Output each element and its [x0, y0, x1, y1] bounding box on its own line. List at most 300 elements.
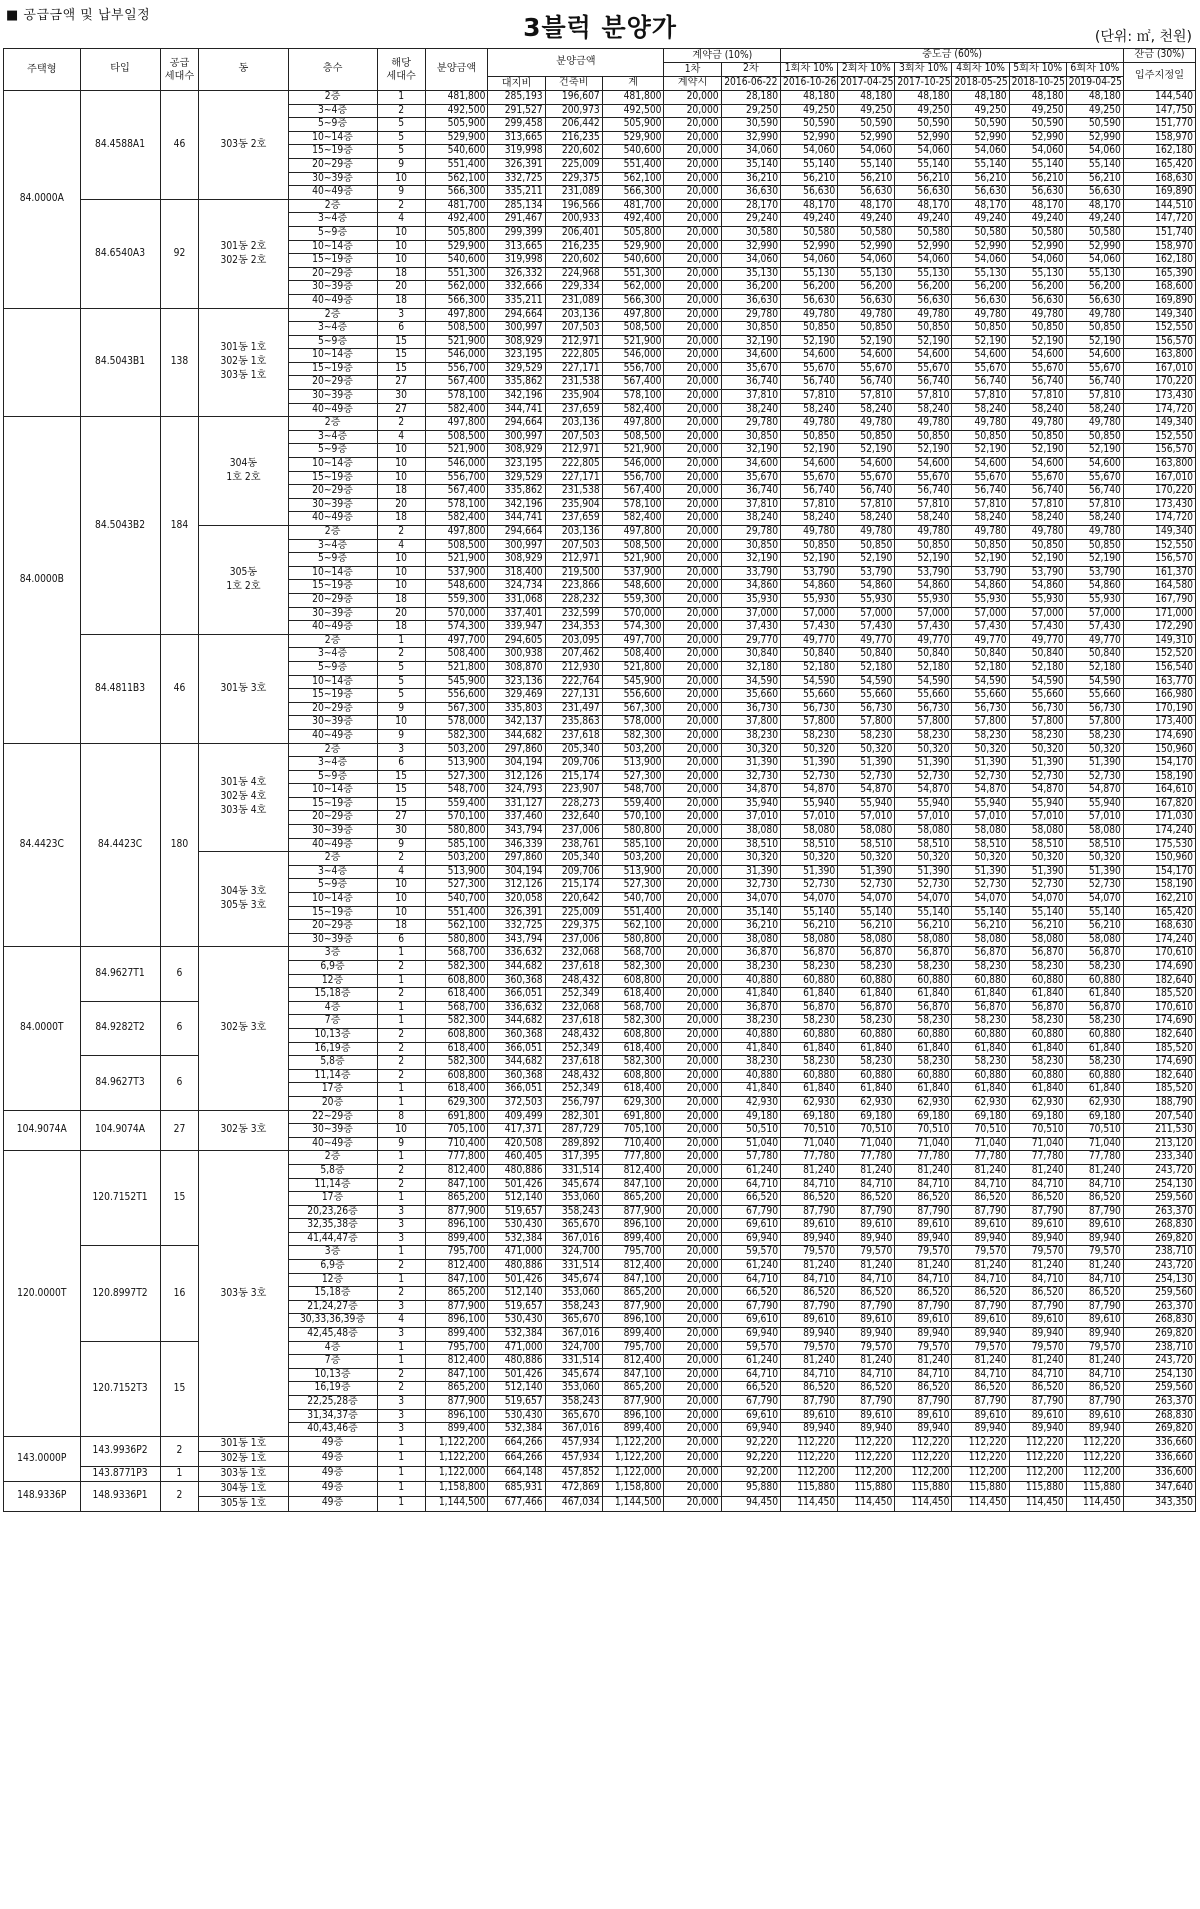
- land-cell: 319,998: [488, 145, 545, 159]
- i1-cell: 60,880: [781, 1069, 838, 1083]
- i5-cell: 58,240: [1009, 403, 1066, 417]
- i6-cell: 112,220: [1066, 1436, 1123, 1451]
- dep1-cell: 20,000: [664, 240, 721, 254]
- i2-cell: 61,840: [838, 1083, 895, 1097]
- i3-cell: 57,800: [895, 716, 952, 730]
- i5-cell: 55,140: [1009, 906, 1066, 920]
- i5-cell: 114,450: [1009, 1496, 1066, 1511]
- floor-cell: 20,23,26층: [288, 1205, 377, 1219]
- i6-cell: 52,730: [1066, 879, 1123, 893]
- i3-cell: 58,080: [895, 825, 952, 839]
- balance-cell: 156,570: [1123, 444, 1195, 458]
- land-cell: 360,368: [488, 1069, 545, 1083]
- price-cell: 865,200: [425, 1192, 488, 1206]
- balance-cell: 213,120: [1123, 1137, 1195, 1151]
- units-cell: 3: [377, 743, 425, 757]
- table-row: [4, 1466, 1196, 1481]
- price-cell: 618,400: [425, 988, 488, 1002]
- floor-cell: 40~49층: [288, 1137, 377, 1151]
- balance-cell: 259,560: [1123, 1192, 1195, 1206]
- i1-cell: 55,940: [781, 797, 838, 811]
- dep2-cell: 34,600: [721, 349, 780, 363]
- dep1-cell: 20,000: [664, 1368, 721, 1382]
- i4-cell: 52,990: [952, 131, 1009, 145]
- dep2-cell: 37,000: [721, 607, 780, 621]
- i2-cell: 56,730: [838, 702, 895, 716]
- dep1-cell: 20,000: [664, 526, 721, 540]
- table-row: [4, 634, 1196, 648]
- balance-cell: 263,370: [1123, 1300, 1195, 1314]
- floor-cell: 40~49층: [288, 729, 377, 743]
- building-cell: 220,602: [545, 145, 602, 159]
- dep2-cell: 34,060: [721, 145, 780, 159]
- house-type-cell: [4, 308, 81, 417]
- dep1-cell: 20,000: [664, 1137, 721, 1151]
- i6-cell: 58,510: [1066, 838, 1123, 852]
- building-cell: 472,869: [545, 1481, 602, 1496]
- price-cell: 585,100: [425, 838, 488, 852]
- dep2-cell: 38,080: [721, 825, 780, 839]
- price-cell: 562,100: [425, 172, 488, 186]
- i3-cell: 49,780: [895, 526, 952, 540]
- i6-cell: 84,710: [1066, 1178, 1123, 1192]
- i4-cell: 58,240: [952, 512, 1009, 526]
- i5-cell: 52,730: [1009, 879, 1066, 893]
- price-cell: 629,300: [425, 1096, 488, 1110]
- i5-cell: 55,130: [1009, 267, 1066, 281]
- land-cell: 519,657: [488, 1205, 545, 1219]
- price-cell: 540,700: [425, 893, 488, 907]
- building-cell: 231,089: [545, 294, 602, 308]
- i3-cell: 52,990: [895, 131, 952, 145]
- i4-cell: 81,240: [952, 1164, 1009, 1178]
- i5-cell: 84,710: [1009, 1178, 1066, 1192]
- i4-cell: 87,790: [952, 1396, 1009, 1410]
- i1-cell: 58,230: [781, 1056, 838, 1070]
- i2-cell: 84,710: [838, 1178, 895, 1192]
- building-cell: 209,706: [545, 865, 602, 879]
- building-cell: 206,442: [545, 118, 602, 132]
- land-cell: 480,886: [488, 1260, 545, 1274]
- dep1-cell: 20,000: [664, 879, 721, 893]
- total-cell: 556,600: [602, 689, 664, 703]
- floor-cell: 5~9층: [288, 335, 377, 349]
- i2-cell: 49,240: [838, 213, 895, 227]
- building-cell: 216,235: [545, 131, 602, 145]
- balance-cell: 182,640: [1123, 1069, 1195, 1083]
- i6-cell: 89,610: [1066, 1314, 1123, 1328]
- dep2-cell: 35,930: [721, 593, 780, 607]
- total-cell: 795,700: [602, 1246, 664, 1260]
- land-cell: 344,741: [488, 512, 545, 526]
- table-row: [4, 417, 1196, 431]
- i4-cell: 49,780: [952, 417, 1009, 431]
- dep2-cell: 30,320: [721, 852, 780, 866]
- dep1-cell: 20,000: [664, 947, 721, 961]
- dep2-cell: 38,080: [721, 933, 780, 947]
- i6-cell: 71,040: [1066, 1137, 1123, 1151]
- i5-cell: 49,780: [1009, 417, 1066, 431]
- price-cell: 545,900: [425, 675, 488, 689]
- type-cell: 84.9627T1: [80, 947, 160, 1001]
- building-cell: 207,503: [545, 322, 602, 336]
- i6-cell: 52,730: [1066, 770, 1123, 784]
- dep2-cell: 31,390: [721, 757, 780, 771]
- dep1-cell: 20,000: [664, 1466, 721, 1481]
- land-cell: 344,682: [488, 1015, 545, 1029]
- i3-cell: 56,870: [895, 947, 952, 961]
- floor-cell: 10~14층: [288, 566, 377, 580]
- land-cell: 312,126: [488, 770, 545, 784]
- dep1-cell: 20,000: [664, 417, 721, 431]
- units-cell: 10: [377, 566, 425, 580]
- i4-cell: 51,390: [952, 865, 1009, 879]
- i6-cell: 55,140: [1066, 906, 1123, 920]
- i1-cell: 52,180: [781, 661, 838, 675]
- i5-cell: 89,940: [1009, 1423, 1066, 1437]
- i4-cell: 54,860: [952, 580, 1009, 594]
- dep1-cell: 20,000: [664, 1423, 721, 1437]
- header-type: 타입: [80, 49, 160, 91]
- building-cell: 353,060: [545, 1382, 602, 1396]
- i3-cell: 56,740: [895, 485, 952, 499]
- i6-cell: 84,710: [1066, 1273, 1123, 1287]
- dep2-cell: 69,940: [721, 1423, 780, 1437]
- i2-cell: 50,320: [838, 743, 895, 757]
- i6-cell: 89,940: [1066, 1328, 1123, 1342]
- i1-cell: 60,880: [781, 1028, 838, 1042]
- header-i3-date: 2017-10-25: [895, 77, 952, 91]
- i5-cell: 57,800: [1009, 716, 1066, 730]
- i2-cell: 49,770: [838, 634, 895, 648]
- units-cell: 3: [377, 1232, 425, 1246]
- dep2-cell: 36,630: [721, 294, 780, 308]
- land-cell: 501,426: [488, 1368, 545, 1382]
- building-cell: 237,618: [545, 729, 602, 743]
- i1-cell: 89,610: [781, 1219, 838, 1233]
- dep1-cell: 20,000: [664, 226, 721, 240]
- i5-cell: 112,220: [1009, 1451, 1066, 1466]
- i4-cell: 86,520: [952, 1382, 1009, 1396]
- building-cell: 457,934: [545, 1436, 602, 1451]
- i1-cell: 112,220: [781, 1436, 838, 1451]
- i1-cell: 89,940: [781, 1328, 838, 1342]
- floor-cell: 2층: [288, 634, 377, 648]
- land-cell: 323,195: [488, 349, 545, 363]
- total-cell: 503,200: [602, 852, 664, 866]
- balance-cell: 243,720: [1123, 1164, 1195, 1178]
- table-row: [4, 199, 1196, 213]
- i6-cell: 49,770: [1066, 634, 1123, 648]
- land-cell: 512,140: [488, 1192, 545, 1206]
- total-cell: 777,800: [602, 1151, 664, 1165]
- units-cell: 1: [377, 91, 425, 105]
- floor-cell: 3~4층: [288, 104, 377, 118]
- i2-cell: 58,240: [838, 403, 895, 417]
- floor-cell: 5~9층: [288, 444, 377, 458]
- i5-cell: 56,630: [1009, 186, 1066, 200]
- building-cell: 457,934: [545, 1451, 602, 1466]
- i6-cell: 58,230: [1066, 1015, 1123, 1029]
- price-cell: 559,400: [425, 797, 488, 811]
- table-row: [4, 1056, 1196, 1070]
- i3-cell: 49,780: [895, 308, 952, 322]
- i3-cell: 87,790: [895, 1396, 952, 1410]
- dep1-cell: 20,000: [664, 729, 721, 743]
- price-cell: 567,400: [425, 485, 488, 499]
- building-cell: 216,235: [545, 240, 602, 254]
- balance-cell: 238,710: [1123, 1246, 1195, 1260]
- balance-cell: 168,630: [1123, 172, 1195, 186]
- table-row: [4, 308, 1196, 322]
- price-cell: 691,800: [425, 1110, 488, 1124]
- total-cell: 559,400: [602, 797, 664, 811]
- floor-cell: 2층: [288, 1151, 377, 1165]
- i2-cell: 89,940: [838, 1423, 895, 1437]
- total-cell: 896,100: [602, 1314, 664, 1328]
- i4-cell: 50,580: [952, 226, 1009, 240]
- i1-cell: 56,740: [781, 485, 838, 499]
- i1-cell: 58,080: [781, 825, 838, 839]
- i4-cell: 86,520: [952, 1192, 1009, 1206]
- i1-cell: 56,870: [781, 1001, 838, 1015]
- type-cell: 84.6540A3: [80, 199, 160, 308]
- i6-cell: 60,880: [1066, 1028, 1123, 1042]
- dep2-cell: 59,570: [721, 1341, 780, 1355]
- dep2-cell: 64,710: [721, 1178, 780, 1192]
- units-cell: 18: [377, 593, 425, 607]
- i6-cell: 53,790: [1066, 566, 1123, 580]
- supply-cell: 138: [160, 308, 199, 417]
- balance-cell: 162,180: [1123, 145, 1195, 159]
- floor-cell: 30,33,36,39층: [288, 1314, 377, 1328]
- balance-cell: 169,890: [1123, 186, 1195, 200]
- price-cell: 556,700: [425, 471, 488, 485]
- dep2-cell: 59,570: [721, 1246, 780, 1260]
- i2-cell: 87,790: [838, 1205, 895, 1219]
- floor-cell: 2층: [288, 91, 377, 105]
- price-cell: 705,100: [425, 1124, 488, 1138]
- i3-cell: 81,240: [895, 1355, 952, 1369]
- units-cell: 6: [377, 933, 425, 947]
- dep1-cell: 20,000: [664, 1110, 721, 1124]
- dep2-cell: 32,730: [721, 770, 780, 784]
- price-cell: 582,300: [425, 961, 488, 975]
- total-cell: 513,900: [602, 757, 664, 771]
- units-cell: 10: [377, 458, 425, 472]
- floor-cell: 40~49층: [288, 512, 377, 526]
- i5-cell: 71,040: [1009, 1137, 1066, 1151]
- dep1-cell: 20,000: [664, 349, 721, 363]
- type-cell: 120.7152T1: [80, 1151, 160, 1246]
- i3-cell: 54,060: [895, 145, 952, 159]
- i2-cell: 57,810: [838, 390, 895, 404]
- building-cell: 220,642: [545, 893, 602, 907]
- i4-cell: 87,790: [952, 1205, 1009, 1219]
- total-cell: 582,400: [602, 512, 664, 526]
- i4-cell: 50,320: [952, 743, 1009, 757]
- i5-cell: 52,190: [1009, 444, 1066, 458]
- land-cell: 332,725: [488, 172, 545, 186]
- total-cell: 568,700: [602, 947, 664, 961]
- i5-cell: 56,870: [1009, 1001, 1066, 1015]
- i4-cell: 54,590: [952, 675, 1009, 689]
- units-cell: 1: [377, 1496, 425, 1511]
- dep1-cell: 20,000: [664, 1246, 721, 1260]
- i2-cell: 60,880: [838, 974, 895, 988]
- header-sale-amount: 분양금액: [488, 49, 664, 77]
- i4-cell: 60,880: [952, 1069, 1009, 1083]
- dep2-cell: 32,990: [721, 240, 780, 254]
- building-cell: 237,006: [545, 825, 602, 839]
- dep2-cell: 32,190: [721, 553, 780, 567]
- balance-cell: 149,310: [1123, 634, 1195, 648]
- i1-cell: 54,860: [781, 580, 838, 594]
- units-cell: 10: [377, 580, 425, 594]
- i2-cell: 55,940: [838, 797, 895, 811]
- i3-cell: 56,730: [895, 702, 952, 716]
- units-cell: 1: [377, 1015, 425, 1029]
- house-type-cell: 84.0000A: [4, 91, 81, 309]
- i1-cell: 58,240: [781, 403, 838, 417]
- dep2-cell: 36,630: [721, 186, 780, 200]
- dep2-cell: 30,850: [721, 322, 780, 336]
- land-cell: 294,664: [488, 417, 545, 431]
- i3-cell: 53,790: [895, 566, 952, 580]
- i1-cell: 112,220: [781, 1451, 838, 1466]
- dep2-cell: 30,590: [721, 118, 780, 132]
- i6-cell: 58,240: [1066, 512, 1123, 526]
- total-cell: 508,500: [602, 539, 664, 553]
- i3-cell: 58,240: [895, 512, 952, 526]
- units-cell: 3: [377, 308, 425, 322]
- building-cell: 353,060: [545, 1192, 602, 1206]
- dep2-cell: 69,940: [721, 1328, 780, 1342]
- i6-cell: 87,790: [1066, 1205, 1123, 1219]
- i5-cell: 56,870: [1009, 947, 1066, 961]
- i1-cell: 61,840: [781, 1042, 838, 1056]
- units-cell: 2: [377, 526, 425, 540]
- dep1-cell: 20,000: [664, 1382, 721, 1396]
- i2-cell: 56,630: [838, 186, 895, 200]
- balance-cell: 207,540: [1123, 1110, 1195, 1124]
- land-cell: 360,368: [488, 1028, 545, 1042]
- floor-cell: 3층: [288, 947, 377, 961]
- balance-cell: 156,570: [1123, 553, 1195, 567]
- i4-cell: 56,740: [952, 485, 1009, 499]
- building-cell: 324,700: [545, 1246, 602, 1260]
- i2-cell: 55,140: [838, 906, 895, 920]
- units-cell: 10: [377, 716, 425, 730]
- i3-cell: 49,240: [895, 213, 952, 227]
- i2-cell: 48,180: [838, 91, 895, 105]
- floor-cell: 15~19층: [288, 906, 377, 920]
- i2-cell: 55,140: [838, 158, 895, 172]
- i5-cell: 58,230: [1009, 729, 1066, 743]
- price-cell: 521,900: [425, 335, 488, 349]
- price-cell: 566,300: [425, 294, 488, 308]
- land-cell: 308,929: [488, 335, 545, 349]
- i6-cell: 49,250: [1066, 104, 1123, 118]
- balance-cell: 347,640: [1123, 1481, 1195, 1496]
- price-cell: 562,000: [425, 281, 488, 295]
- floor-cell: 10,13층: [288, 1028, 377, 1042]
- total-cell: 865,200: [602, 1192, 664, 1206]
- building-cell: 232,068: [545, 1001, 602, 1015]
- i3-cell: 89,610: [895, 1409, 952, 1423]
- i4-cell: 56,870: [952, 947, 1009, 961]
- total-cell: 608,800: [602, 1069, 664, 1083]
- i4-cell: 55,940: [952, 797, 1009, 811]
- balance-cell: 336,600: [1123, 1466, 1195, 1481]
- floor-cell: 10~14층: [288, 131, 377, 145]
- i1-cell: 89,940: [781, 1423, 838, 1437]
- i1-cell: 86,520: [781, 1287, 838, 1301]
- i3-cell: 50,850: [895, 539, 952, 553]
- i6-cell: 57,010: [1066, 811, 1123, 825]
- i2-cell: 52,990: [838, 131, 895, 145]
- total-cell: 1,122,000: [602, 1466, 664, 1481]
- unit-label: (단위: ㎡, 천원): [1094, 29, 1192, 45]
- units-cell: 9: [377, 729, 425, 743]
- i4-cell: 52,190: [952, 335, 1009, 349]
- i5-cell: 54,870: [1009, 784, 1066, 798]
- i3-cell: 52,990: [895, 240, 952, 254]
- floor-cell: 3~4층: [288, 539, 377, 553]
- land-cell: 318,400: [488, 566, 545, 580]
- i4-cell: 79,570: [952, 1246, 1009, 1260]
- dep1-cell: 20,000: [664, 1178, 721, 1192]
- i3-cell: 58,510: [895, 838, 952, 852]
- balance-cell: 268,830: [1123, 1409, 1195, 1423]
- i6-cell: 112,220: [1066, 1451, 1123, 1466]
- dep2-cell: 32,190: [721, 444, 780, 458]
- floor-cell: 20~29층: [288, 702, 377, 716]
- i4-cell: 56,200: [952, 281, 1009, 295]
- i1-cell: 58,230: [781, 729, 838, 743]
- dep1-cell: 20,000: [664, 1273, 721, 1287]
- floor-cell: 20~29층: [288, 920, 377, 934]
- units-cell: 5: [377, 131, 425, 145]
- land-cell: 329,529: [488, 471, 545, 485]
- total-cell: 812,400: [602, 1260, 664, 1274]
- i4-cell: 54,070: [952, 893, 1009, 907]
- supply-cell: 15: [160, 1341, 199, 1436]
- i4-cell: 50,590: [952, 118, 1009, 132]
- i4-cell: 69,180: [952, 1110, 1009, 1124]
- i4-cell: 55,670: [952, 362, 1009, 376]
- balance-cell: 254,130: [1123, 1273, 1195, 1287]
- price-cell: 899,400: [425, 1328, 488, 1342]
- dep1-cell: 20,000: [664, 471, 721, 485]
- dep2-cell: 35,660: [721, 689, 780, 703]
- units-cell: 3: [377, 1328, 425, 1342]
- i1-cell: 87,790: [781, 1300, 838, 1314]
- total-cell: 585,100: [602, 838, 664, 852]
- i3-cell: 60,880: [895, 1028, 952, 1042]
- floor-cell: 5,8층: [288, 1056, 377, 1070]
- i3-cell: 87,790: [895, 1205, 952, 1219]
- i1-cell: 56,730: [781, 702, 838, 716]
- i6-cell: 84,710: [1066, 1368, 1123, 1382]
- i1-cell: 55,130: [781, 267, 838, 281]
- table-row: [4, 1246, 1196, 1260]
- i2-cell: 54,590: [838, 675, 895, 689]
- total-cell: 582,300: [602, 1015, 664, 1029]
- i1-cell: 52,190: [781, 335, 838, 349]
- dep2-cell: 69,610: [721, 1409, 780, 1423]
- i5-cell: 56,210: [1009, 172, 1066, 186]
